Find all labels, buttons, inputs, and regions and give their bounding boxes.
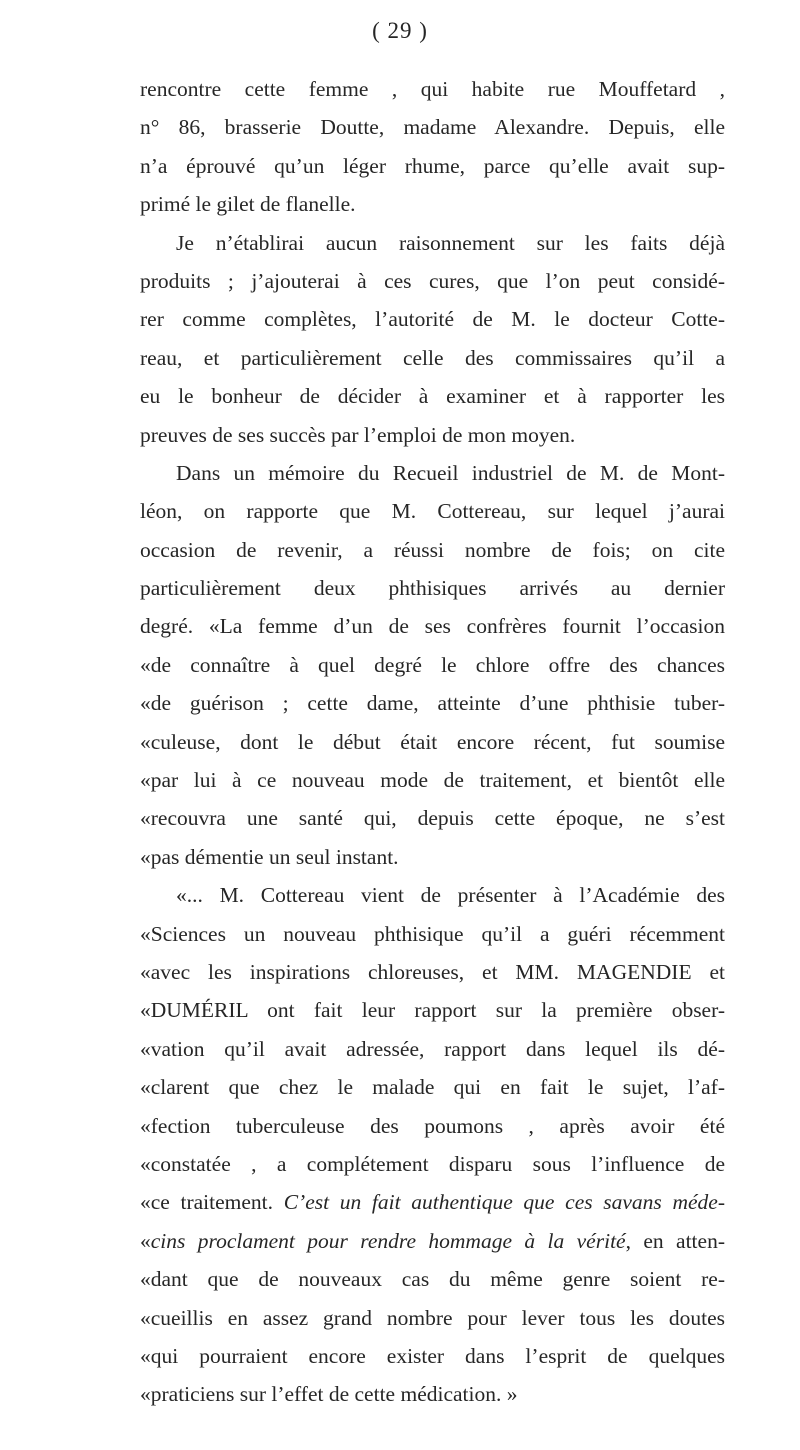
italic-text-run: C’est un fait authentique que ces savans méde- xyxy=(283,1190,725,1215)
text-run: «fection tuberculeuse des poumons , après avoir été xyxy=(140,1113,725,1138)
text-run: «clarent que chez le malade qui en fait le sujet, l’af- xyxy=(140,1075,725,1100)
text-run: «cueillis en assez grand nombre pour lever tous les doutes xyxy=(140,1305,725,1330)
text-run: «recouvra une santé qui, depuis cette époque, ne s’est xyxy=(140,806,725,831)
text-run: degré. «La femme d’un de ses confrères fournit l’occasion xyxy=(140,614,725,639)
text-line xyxy=(140,108,725,146)
text-line xyxy=(140,1068,725,1106)
text-line xyxy=(140,684,725,722)
text-run: Je n’établirai aucun raisonnement sur les faits déjà xyxy=(176,230,725,255)
text-run: «qui pourraient encore exister dans l’esprit de quelques xyxy=(140,1343,725,1368)
text-line xyxy=(140,991,725,1029)
text-run: rencontre cette femme , qui habite rue Mouffetard , xyxy=(140,77,725,101)
text-line xyxy=(140,262,725,300)
text-line xyxy=(140,607,725,645)
text-run: «Sciences un nouveau phthisique qu’il a guéri récemment xyxy=(140,921,725,946)
text-line xyxy=(140,1183,725,1221)
text-run: «DUMÉRIL ont fait leur rapport sur la première obser- xyxy=(140,998,725,1023)
text-line xyxy=(140,147,725,185)
text-line xyxy=(140,799,725,837)
italic-text-run: cins proclament pour rendre hommage à la vérité xyxy=(150,1228,626,1253)
text-line xyxy=(140,185,725,223)
text-run: eu le bonheur de décider à examiner et à rapporter les xyxy=(140,384,725,409)
text-run: n° 86, brasserie Doutte, madame Alexandre. Depuis, elle xyxy=(140,115,725,140)
text-line xyxy=(140,1222,725,1260)
text-line xyxy=(140,70,725,108)
text-run: particulièrement deux phthisiques arrivés au dernier xyxy=(140,576,725,601)
text-line xyxy=(140,569,725,607)
text-run: primé le gilet de flanelle. xyxy=(140,192,356,217)
text-run: «constatée , a complétement disparu sous l’influence de xyxy=(140,1151,725,1176)
text-run: , en atten- xyxy=(625,1228,725,1253)
text-line xyxy=(140,1145,725,1183)
text-line xyxy=(140,723,725,761)
text-line xyxy=(140,1299,725,1337)
text-run: occasion de revenir, a réussi nombre de fois; on cite xyxy=(140,537,725,562)
text-line xyxy=(140,1030,725,1068)
text-line xyxy=(140,876,725,914)
text-line xyxy=(140,377,725,415)
text-run: rer comme complètes, l’autorité de M. le docteur Cotte- xyxy=(140,307,725,332)
text-run: « xyxy=(140,1228,151,1253)
text-run: n’a éprouvé qu’un léger rhume, parce qu’elle avait sup- xyxy=(140,153,725,178)
text-line xyxy=(140,915,725,953)
text-line xyxy=(140,454,725,492)
text-line xyxy=(140,339,725,377)
page-number: ( 29 ) xyxy=(372,18,428,43)
text-line xyxy=(140,492,725,530)
text-line xyxy=(140,1260,725,1298)
text-run: «praticiens sur l’effet de cette médication. » xyxy=(140,1382,518,1407)
text-run: «dant que de nouveaux cas du même genre soient re- xyxy=(140,1267,725,1292)
text-line xyxy=(140,1375,725,1413)
text-run: preuves de ses succès par l’emploi de mon moyen. xyxy=(140,422,576,447)
text-line xyxy=(140,300,725,338)
text-run: «... M. Cottereau vient de présenter à l’Académie des xyxy=(176,883,725,908)
text-run: «ce traitement. xyxy=(140,1190,284,1215)
page-body-text xyxy=(140,70,725,1414)
text-run: «vation qu’il avait adressée, rapport dans lequel ils dé- xyxy=(140,1036,725,1061)
text-line xyxy=(140,416,725,454)
text-line xyxy=(140,953,725,991)
text-run: «par lui à ce nouveau mode de traitement, et bientôt elle xyxy=(140,768,725,793)
text-run: reau, et particulièrement celle des commissaires qu’il a xyxy=(140,345,725,370)
text-line xyxy=(140,838,725,876)
text-line xyxy=(140,761,725,799)
text-line xyxy=(140,1107,725,1145)
text-run: «culeuse, dont le début était encore récent, fut soumise xyxy=(140,729,725,754)
text-run: «pas démentie un seul instant. xyxy=(140,844,399,869)
text-run: «avec les inspirations chloreuses, et MM. MAGENDIE et xyxy=(140,959,725,984)
text-run: léon, on rapporte que M. Cottereau, sur lequel j’aurai xyxy=(140,499,725,524)
text-run: produits ; j’ajouterai à ces cures, que l’on peut considé- xyxy=(140,268,725,293)
text-run: «de guérison ; cette dame, atteinte d’une phthisie tuber- xyxy=(140,691,725,716)
text-run: «de connaître à quel degré le chlore offre des chances xyxy=(140,652,725,677)
text-line xyxy=(140,1337,725,1375)
text-line xyxy=(140,646,725,684)
text-run: Dans un mémoire du Recueil industriel de M. de Mont- xyxy=(176,460,725,485)
text-line xyxy=(140,224,725,262)
text-line xyxy=(140,531,725,569)
